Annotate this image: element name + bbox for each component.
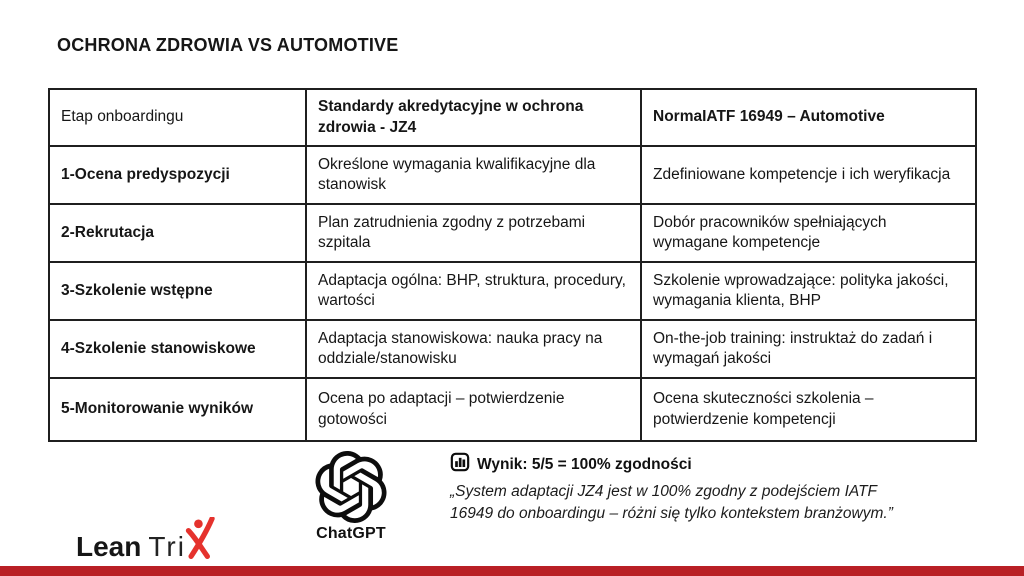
automotive-cell: Zdefiniowane kompetencje i ich weryfikacja — [641, 146, 976, 204]
stage-cell: 5-Monitorowanie wyników — [49, 378, 306, 441]
brand-part-tri: Tri — [148, 531, 186, 562]
table-row — [49, 262, 976, 320]
table-row — [49, 204, 976, 262]
stage-cell: 1-Ocena predyspozycji — [49, 146, 306, 204]
table-row — [49, 378, 976, 441]
health-cell: Plan zatrudnienia zgodny z potrzebami szpitala — [306, 204, 641, 262]
page-title: OCHRONA ZDROWIA VS AUTOMOTIVE — [57, 35, 399, 55]
result-quote: „System adaptacji JZ4 jest w 100% zgodny z podejściem IATF 16949 do onboardingu – różni się tylko kontekstem branżowym.” — [450, 483, 893, 522]
result-title-row — [450, 452, 900, 477]
automotive-cell: Ocena skuteczności szkolenia – potwierdzenie kompetencji — [641, 378, 976, 441]
health-cell: Określone wymagania kwalifikacyjne dla stanowisk — [306, 146, 641, 204]
health-cell: Ocena po adaptacji – potwierdzenie gotowości — [306, 378, 641, 441]
health-cell: Adaptacja stanowiskowa: nauka pracy na oddziale/stanowisku — [306, 320, 641, 378]
automotive-cell: Dobór pracowników spełniających wymagane kompetencje — [641, 204, 976, 262]
bar-chart-icon — [450, 452, 470, 477]
leantrix-logo — [76, 522, 215, 564]
leantrix-x-icon — [186, 517, 215, 564]
bottom-accent-bar — [0, 566, 1024, 576]
automotive-cell: On-the-job training: instruktaż do zadań i wymagań jakości — [641, 320, 976, 378]
column-header-etap: Etap onboardingu — [49, 89, 306, 146]
column-header-zdrowie: Standardy akredytacyjne w ochrona zdrowia - JZ4 — [306, 89, 641, 146]
health-cell: Adaptacja ogólna: BHP, struktura, procedury, wartości — [306, 262, 641, 320]
table-row — [49, 146, 976, 204]
table-row — [49, 320, 976, 378]
result-block — [450, 452, 900, 525]
stage-cell: 3-Szkolenie wstępne — [49, 262, 306, 320]
comparison-table — [48, 88, 977, 442]
openai-logo-icon — [315, 451, 387, 523]
table-header-row — [49, 89, 976, 146]
automotive-cell: Szkolenie wprowadzające: polityka jakości, wymagania klienta, BHP — [641, 262, 976, 320]
chatgpt-label: ChatGPT — [316, 525, 386, 542]
chatgpt-logo-block — [299, 451, 403, 543]
stage-cell: 4-Szkolenie stanowiskowe — [49, 320, 306, 378]
result-title-text: Wynik: 5/5 = 100% zgodności — [477, 455, 692, 473]
column-header-automotive: NormaIATF 16949 – Automotive — [641, 89, 976, 146]
stage-cell: 2-Rekrutacja — [49, 204, 306, 262]
brand-part-lean: Lean — [76, 531, 142, 562]
